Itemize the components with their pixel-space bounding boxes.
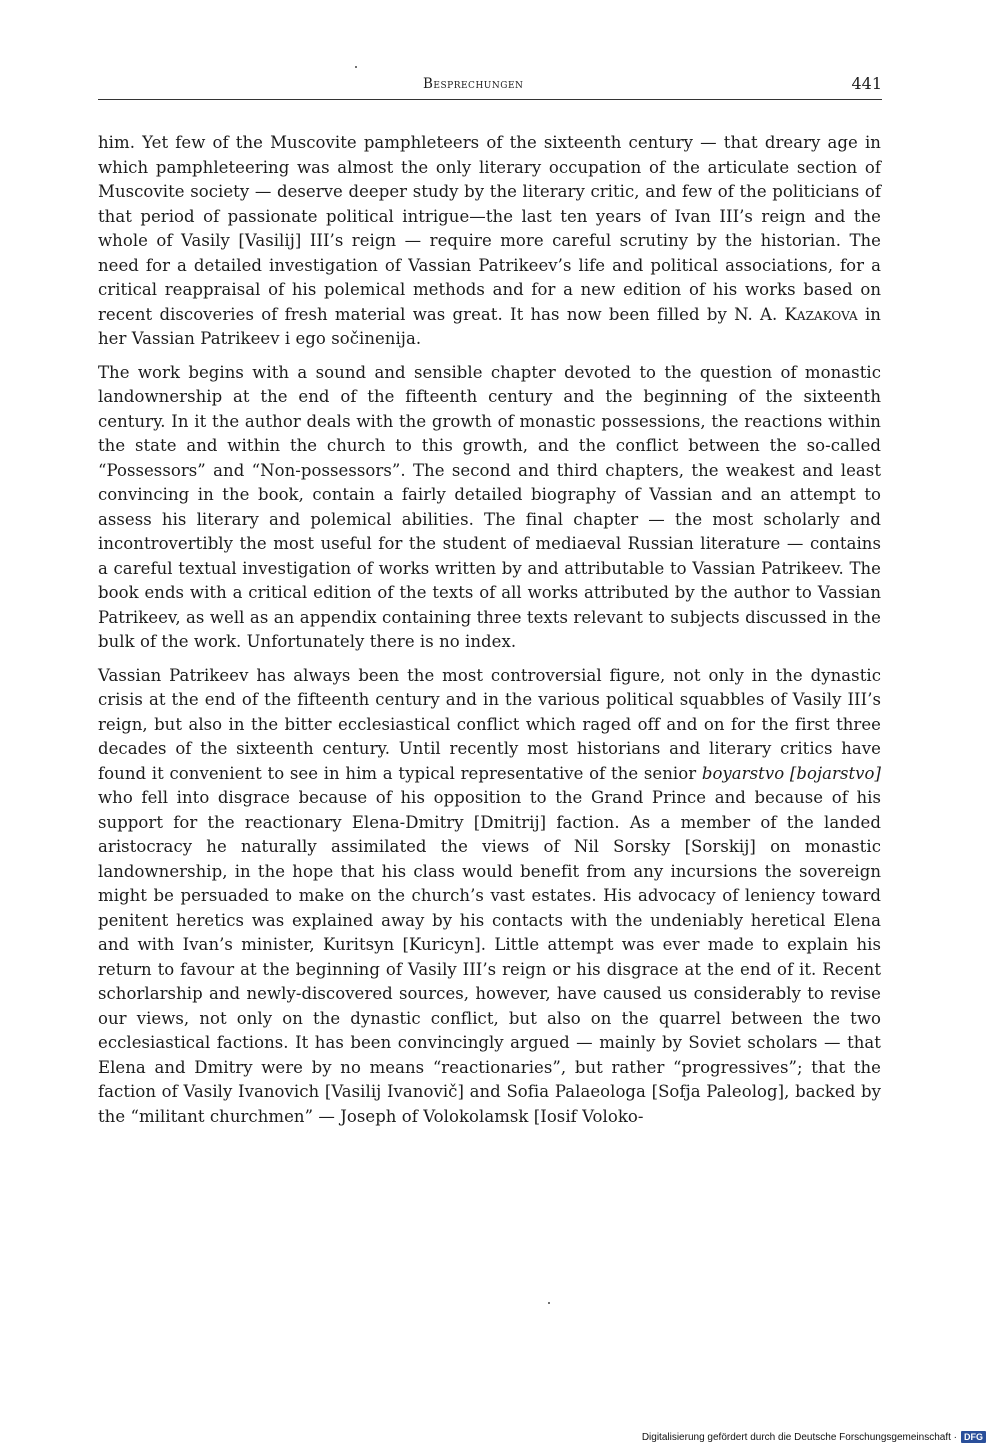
author-name: Kazakova: [784, 304, 858, 324]
scan-speck: [355, 66, 357, 68]
footer-text: Digitalisierung gefördert durch die Deutsche Forschungsgemeinschaft ·: [641, 1431, 957, 1443]
header-rule: [98, 99, 882, 100]
paragraph-1-text: him. Yet few of the Muscovite pamphleteers of the sixteenth century — that dreary age in which pamphleteering was almost the only literary occupation of the articulate section of Muscovite society — deserve deeper study by the literary critic, and few of the politicians of that period of passionate political intrigue—the last ten years of Ivan III’s reign and the whole of Vasily [Vasilij] III’s reign — require more careful scrutiny by the historian. The need for a detailed investigation of Vassian Patrikeev’s life and political associations, for a critical reappraisal of his polemical methods and for a new edition of his works based on recent discoveries of fresh material was great. It has now been filled by N. A.: [98, 133, 881, 324]
paragraph-3-text-end: who fell into disgrace because of his opposition to the Grand Prince and because of his support for the reactionary Elena-Dmitry [Dmitrij] faction. As a member of the landed aristocracy he naturally assimilated the views of Nil Sorsky [Sorskij] on monastic landownership, in the hope that his class would benefit from any incursions the sovereign might be persuaded to make on the church’s vast estates. His advocacy of leniency toward penitent heretics was explained away by his contacts with the undeniably heretical Elena and with Ivan’s minister, Kuritsyn [Kuricyn]. Little attempt was ever made to explain his return to favour at the beginning of Vasily III’s reign or his disgrace at the end of it. Recent schorlarship and newly-discovered sources, however, have caused us considerably to revise our views, not only on the dynastic conflict, but also on the quarrel between the two ecclesiastical factions. It has been convincingly argued — mainly by Soviet scholars — that Elena and Dmitry were by no means “reactionaries”, but rather “progressives”; that the faction of Vasily Ivanovich [Vasilij Ivanovič] and Sofia Palaeologa [Sofja Paleolog], backed by the “militant churchmen” — Joseph of Volokolamsk [Iosif Voloko-: [98, 788, 881, 1126]
paragraph-3: [98, 664, 881, 1130]
header-title: Besprechungen: [423, 76, 524, 92]
scan-speck: [548, 1302, 550, 1304]
paragraph-1-text-end: in her Vassian Patrikeev i ego sočinenija.: [98, 304, 881, 348]
page-number: 441: [851, 74, 882, 93]
paragraph-1: [98, 131, 881, 352]
body-text: [98, 131, 881, 1138]
paragraph-3-text: Vassian Patrikeev has always been the most controversial figure, not only in the dynastic crisis at the end of the fifteenth century and in the various political squabbles of Vasily III’s reign, but also in the bitter ecclesiastical conflict which raged off and on for the first three decades of the sixteenth century. Until recently most historians and literary critics have found it convenient to see in him a typical representative of the senior: [98, 665, 881, 783]
digitization-footer: [642, 1431, 986, 1443]
paragraph-2: The work begins with a sound and sensible chapter devoted to the question of monastic landownership at the end of the fifteenth century and the beginning of the sixteenth century. In it the author deals with the growth of monastic possessions, the reactions within the state and within the church to this growth, and the conflict between the so-called “Possessors” and “Non-possessors”. The second and third chapters, the weakest and least convincing in the book, contain a fairly detailed biography of Vassian and an attempt to assess his literary and polemical abilities. The final chapter — the most scholarly and incontrovertibly the most useful for the student of mediaeval Russian literature — contains a careful textual investigation of works written by and attributable to Vassian Patrikeev. The book ends with a critical edition of the texts of all works attributed by the author to Vassian Patrikeev, as well as an appendix containing three texts relevant to subjects discussed in the bulk of the work. Unfortunately there is no index.: [98, 362, 881, 651]
dfg-logo: DFG: [961, 1431, 986, 1443]
running-header: [98, 74, 882, 100]
italic-term: boyarstvo [bojarstvo]: [701, 763, 881, 783]
